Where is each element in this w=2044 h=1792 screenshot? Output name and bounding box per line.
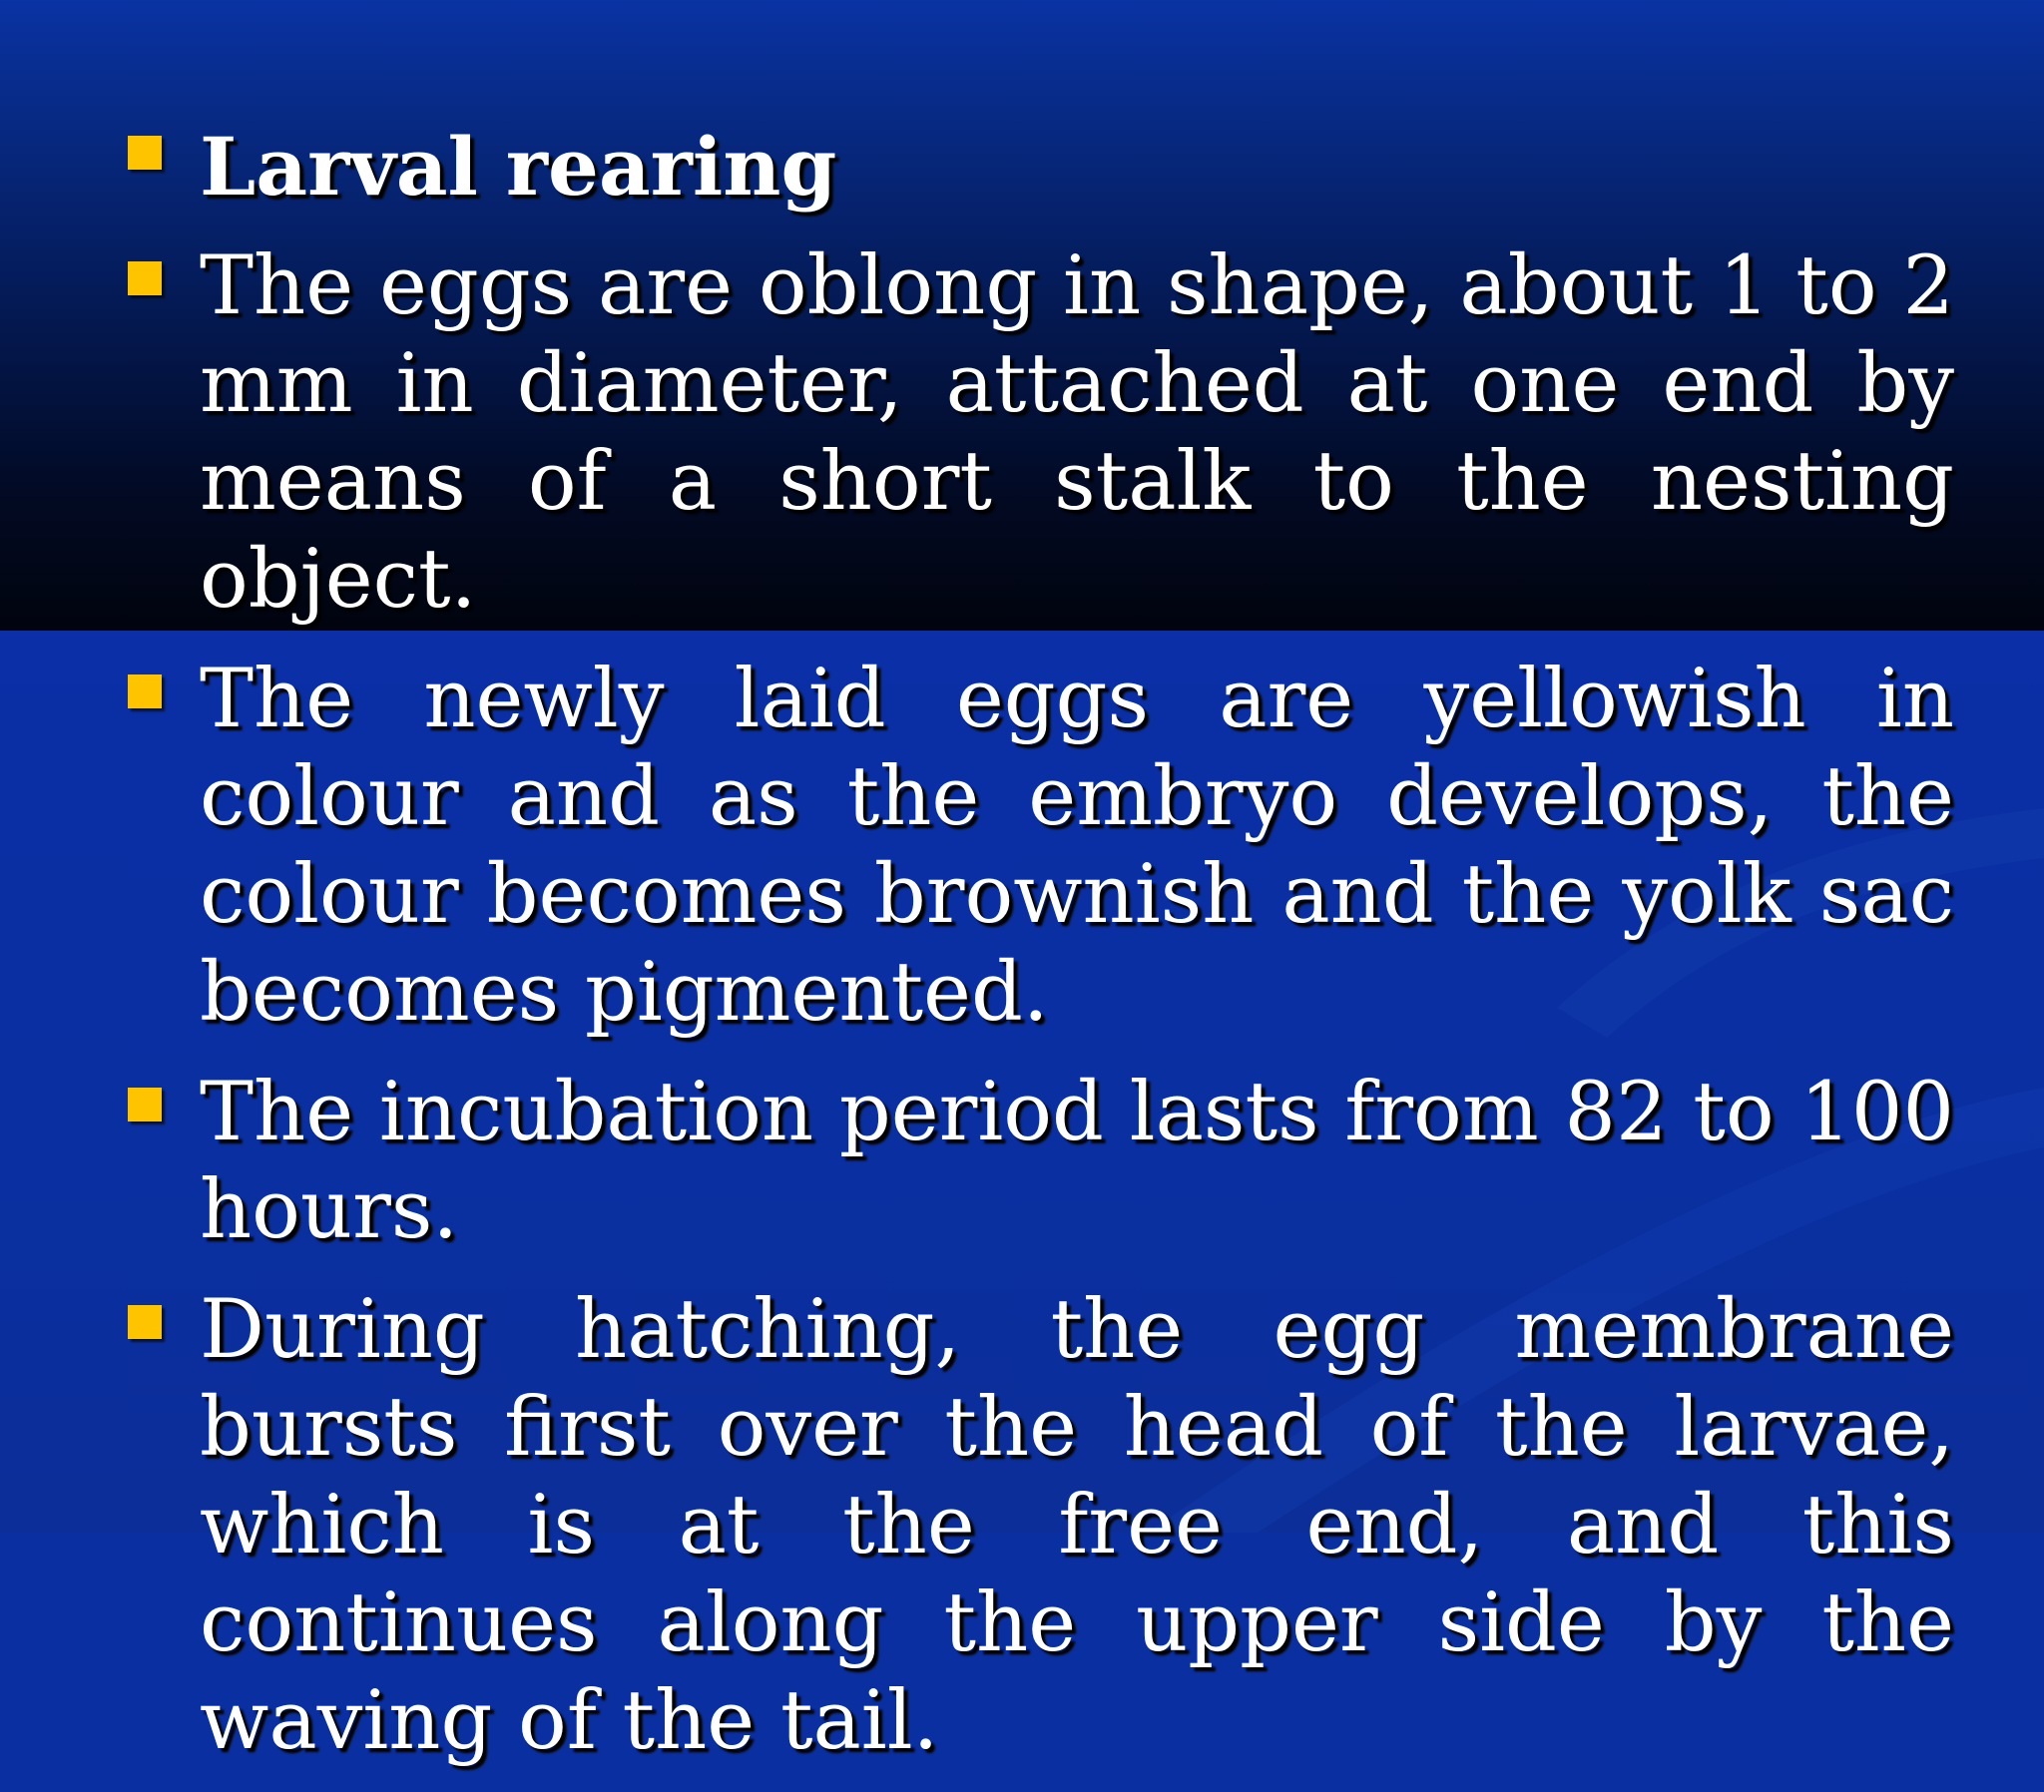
bullet-list (128, 118, 1954, 1792)
bullet-item (128, 1281, 1954, 1770)
bullet-text: The newly laid eggs are yellowish in colour and as the embryo develops, the colour becomes brownish and the yolk sac becomes pigmented. (200, 653, 1954, 1040)
bullet-text: Larval rearing (200, 120, 837, 214)
bullet-square-icon (128, 261, 162, 295)
bullet-text: The eggs are oblong in shape, about 1 to 2 mm in diameter, attached at one end by means of a short stalk to the nesting object. (200, 239, 1954, 627)
bullet-item-heading (128, 118, 1954, 216)
bullet-text: During hatching, the egg membrane bursts first over the head of the larvae, which is at the free end, and this continues along the upper side by the waving of the tail. (200, 1283, 1954, 1768)
bullet-square-icon (128, 136, 162, 170)
bullet-text: The incubation period lasts from 82 to 100 hours. (200, 1066, 1954, 1257)
bullet-item (128, 651, 1954, 1042)
bullet-square-icon (128, 674, 162, 708)
bullet-square-icon (128, 1305, 162, 1339)
bullet-item (128, 1064, 1954, 1259)
bullet-square-icon (128, 1088, 162, 1121)
bullet-item (128, 237, 1954, 629)
